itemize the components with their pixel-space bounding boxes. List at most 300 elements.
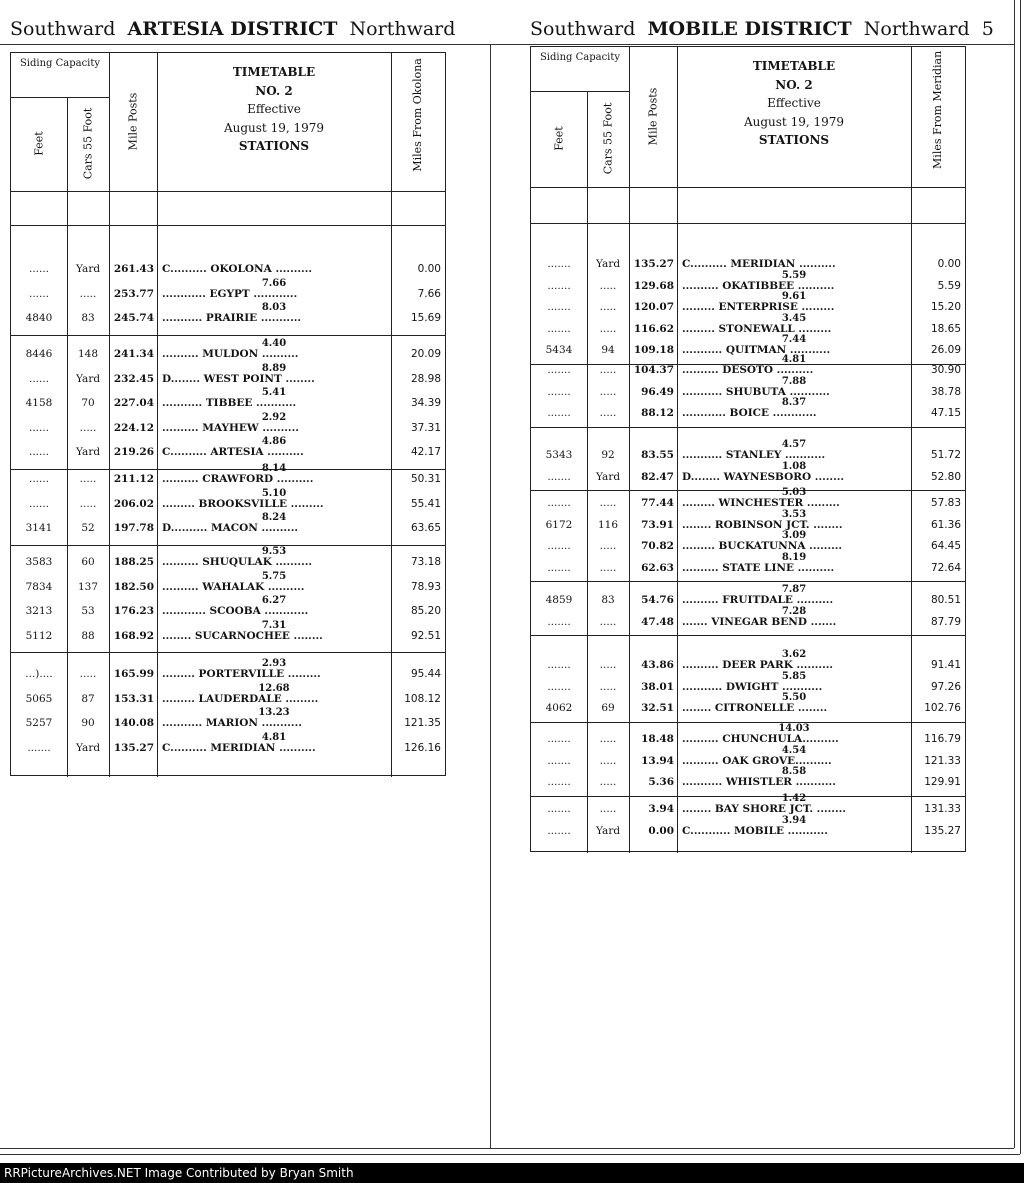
mile-post: 176.23 [113, 605, 154, 617]
siding-feet: 3141 [25, 522, 53, 534]
siding-feet: ....... [547, 497, 571, 509]
miles-from: 51.72 [930, 449, 961, 461]
siding-cars: 87 [81, 692, 95, 705]
distance-label: 3.09 [781, 530, 807, 541]
miles-from: 42.17 [410, 446, 441, 458]
siding-cars: Yard [595, 824, 621, 837]
right-district-header [530, 18, 994, 40]
miles-from: 55.41 [410, 497, 441, 510]
station-row [11, 498, 445, 512]
tt-line: NO. 2 [775, 77, 813, 92]
distance-label: 4.54 [781, 744, 807, 756]
mile-post: 83.55 [641, 449, 674, 461]
station-row [11, 717, 445, 731]
siding-cars: 53 [81, 605, 95, 617]
siding-feet: 5257 [25, 717, 53, 729]
distance-label: 7.31 [261, 619, 287, 631]
station-name: ............ SCOOBA ............ [162, 605, 309, 617]
siding-cars: Yard [75, 263, 101, 275]
siding-capacity-label: Siding Capacity [19, 58, 101, 69]
siding-feet: ...... [28, 263, 50, 275]
siding-feet: 4062 [545, 702, 573, 714]
miles-from: 129.91 [924, 776, 961, 788]
siding-cars: ..... [79, 668, 97, 680]
miles-from: 28.98 [410, 372, 441, 385]
mileposts-label: Mile Posts [126, 92, 140, 151]
station-name: D.......... MACON .......... [162, 522, 299, 534]
siding-feet: 3583 [25, 556, 53, 568]
siding-feet: ....... [547, 407, 571, 419]
siding-feet: ....... [547, 364, 571, 376]
right-northward: Northward [863, 18, 970, 40]
stations-heading [677, 57, 911, 150]
siding-feet: ....... [547, 279, 571, 292]
mile-post: 219.26 [113, 446, 154, 458]
bottom-rule-outer [0, 1154, 1020, 1155]
siding-feet: 5434 [545, 344, 573, 356]
siding-feet: ...... [28, 421, 50, 434]
distance-label: 5.03 [781, 487, 807, 498]
siding-feet: ....... [547, 258, 571, 270]
mile-post: 109.18 [633, 344, 674, 356]
distance-label: 5.50 [781, 692, 807, 703]
miles-from: 37.31 [410, 421, 441, 434]
station-name: .......... STATE LINE .......... [682, 561, 835, 574]
miles-from: 80.51 [930, 594, 961, 606]
station-name: ....... VINEGAR BEND ....... [682, 615, 837, 628]
mile-post: 168.92 [113, 629, 154, 642]
cars-label: Cars 55 Foot [81, 107, 95, 180]
station-name: C.......... MERIDIAN .......... [682, 258, 836, 270]
siding-cars: ..... [599, 803, 617, 815]
siding-feet: ...... [28, 446, 50, 458]
tt-line: NO. 2 [255, 83, 293, 98]
siding-feet: ....... [547, 754, 571, 767]
station-name: ........... DWIGHT ........... [682, 680, 823, 693]
siding-cars: 70 [81, 397, 95, 409]
siding-cars: ..... [599, 385, 617, 398]
feet-label: Feet [552, 126, 566, 151]
siding-feet: 4859 [545, 594, 573, 606]
siding-feet: ...).... [25, 668, 53, 680]
page-number: 5 [981, 18, 994, 40]
miles-from: 50.31 [410, 473, 441, 485]
siding-cars: ..... [599, 540, 617, 552]
siding-cars: ..... [599, 364, 617, 376]
station-name: ........... TIBBEE ........... [162, 397, 297, 409]
miles-from: 116.79 [924, 733, 961, 745]
station-name: ........... WHISTLER ........... [682, 776, 836, 788]
siding-cars: 148 [77, 348, 99, 360]
mile-post: 211.12 [113, 473, 154, 485]
tt-line: STATIONS [758, 133, 830, 148]
miles-from: 0.00 [417, 263, 441, 275]
siding-cars: ..... [599, 407, 617, 419]
siding-cars: ..... [599, 680, 617, 693]
siding-cars: 52 [81, 522, 95, 534]
miles-from: 34.39 [410, 397, 441, 409]
mile-post: 13.94 [641, 754, 674, 767]
mile-post: 182.50 [113, 580, 154, 593]
mile-post: 153.31 [113, 692, 154, 705]
station-row [531, 702, 965, 716]
siding-feet: ....... [27, 741, 51, 754]
distance-label: 3.62 [781, 649, 807, 660]
group-rule [531, 427, 965, 428]
siding-cars: 83 [601, 594, 615, 606]
siding-cars: 88 [81, 629, 95, 642]
siding-cars: ..... [599, 733, 617, 745]
siding-feet: 8446 [25, 348, 53, 360]
station-row [11, 668, 445, 682]
mile-post: 96.49 [641, 385, 674, 398]
distance-label: 3.53 [781, 508, 807, 520]
station-name: ........ SUCARNOCHEE ........ [162, 629, 323, 642]
miles-from: 20.09 [410, 348, 441, 360]
mile-post: 224.12 [113, 421, 154, 434]
miles-from: 102.76 [924, 702, 961, 714]
mile-post: 62.63 [641, 561, 674, 574]
mile-post: 47.48 [641, 615, 674, 628]
station-row [11, 630, 445, 644]
station-name: .......... DEER PARK .......... [682, 659, 834, 671]
siding-feet: 6172 [545, 518, 573, 531]
station-row [11, 605, 445, 619]
siding-cars: ..... [599, 615, 617, 628]
siding-feet: 3213 [25, 605, 53, 617]
distance-label: 5.59 [781, 269, 807, 281]
station-name: ........... STANLEY ........... [682, 449, 826, 461]
station-name: ......... ENTERPRISE ......... [682, 301, 835, 313]
left-district-title: ARTESIA DISTRICT [127, 18, 338, 40]
mile-post: 116.62 [633, 322, 674, 335]
station-row [531, 471, 965, 485]
mileposts-label: Mile Posts [646, 87, 660, 146]
siding-cars: ..... [79, 473, 97, 485]
miles-from-label: Miles From Okolona [411, 58, 425, 172]
station-name: .......... OAK GROVE.......... [682, 754, 832, 767]
mile-post: 82.47 [641, 470, 674, 483]
miles-from: 95.44 [410, 668, 441, 680]
siding-feet: 4158 [25, 397, 53, 409]
image-credit: RRPictureArchives.NET Image Contributed by Bryan Smith [0, 1163, 1024, 1183]
mile-post: 245.74 [113, 312, 154, 324]
distance-label: 7.28 [781, 605, 807, 617]
station-name: .......... WAHALAK .......... [162, 580, 305, 593]
distance-label: 5.85 [781, 670, 807, 682]
station-name: ........ BAY SHORE JCT. ........ [682, 803, 846, 815]
siding-cars: ..... [599, 754, 617, 767]
group-rule [531, 581, 965, 582]
siding-cars: 60 [81, 556, 95, 568]
distance-label: 3.45 [781, 312, 807, 324]
tt-line: TIMETABLE [232, 65, 316, 79]
station-name: .......... OKATIBBEE .......... [682, 279, 835, 292]
station-name: ........... SHUBUTA ........... [682, 385, 830, 398]
miles-from: 15.20 [930, 301, 961, 313]
siding-feet: ....... [547, 659, 571, 671]
siding-feet: ....... [547, 615, 571, 628]
station-name: ........ ROBINSON JCT. ........ [682, 518, 843, 531]
station-name: ......... BUCKATUNNA ......... [682, 540, 843, 552]
miles-from-label: Miles From Meridian [931, 50, 945, 169]
mile-post: 232.45 [113, 372, 154, 385]
station-name: C.......... MERIDIAN .......... [162, 741, 316, 754]
blank-row-rule [531, 223, 965, 224]
distance-label: 8.14 [261, 463, 287, 474]
right-southward: Southward [530, 18, 636, 40]
distance-label: 7.44 [781, 334, 807, 345]
siding-cars: 69 [601, 702, 615, 714]
mile-post: 104.37 [633, 364, 674, 376]
station-name: .......... CRAWFORD .......... [162, 473, 314, 485]
mile-post: 129.68 [633, 279, 674, 292]
station-row [11, 556, 445, 570]
distance-label: 5.41 [261, 387, 287, 398]
distance-label: 4.57 [781, 439, 807, 450]
station-row [531, 616, 965, 630]
station-row [11, 288, 445, 302]
cars-label: Cars 55 Foot [601, 102, 615, 175]
siding-feet: 5343 [545, 449, 573, 461]
mile-post: 188.25 [113, 556, 154, 568]
station-row [11, 742, 445, 756]
distance-label: 5.10 [261, 487, 287, 499]
siding-feet: ...... [28, 287, 50, 300]
siding-feet: ....... [547, 322, 571, 335]
miles-from: 131.33 [924, 803, 961, 815]
distance-label: 5.75 [261, 570, 287, 582]
station-name: ........ CITRONELLE ........ [682, 702, 828, 714]
siding-cars: 83 [81, 312, 95, 324]
siding-feet: ....... [547, 301, 571, 313]
miles-from: 85.20 [410, 605, 441, 617]
right-district-title: MOBILE DISTRICT [647, 18, 852, 40]
distance-label: 8.89 [261, 362, 287, 374]
siding-feet: 5112 [25, 629, 53, 642]
right-rule [1014, 0, 1015, 1148]
distance-label: 14.03 [778, 723, 810, 734]
station-row [11, 373, 445, 387]
siding-cars: 137 [77, 580, 99, 593]
station-row [11, 581, 445, 595]
miles-from: 121.33 [924, 754, 961, 767]
siding-cars: 92 [601, 449, 615, 461]
station-row [11, 263, 445, 277]
miles-from: 92.51 [410, 629, 441, 642]
feet-label: Feet [32, 131, 46, 156]
station-name: .......... CHUNCHULA.......... [682, 733, 839, 745]
siding-feet: 5065 [25, 692, 53, 705]
tt-line: August 19, 1979 [743, 114, 845, 129]
station-name: C.......... ARTESIA .......... [162, 446, 304, 458]
miles-from: 18.65 [930, 322, 961, 335]
siding-feet: ....... [547, 540, 571, 552]
miles-from: 30.90 [930, 364, 961, 376]
station-row [11, 397, 445, 411]
miles-from: 97.26 [930, 680, 961, 693]
miles-from: 126.16 [404, 741, 441, 754]
station-name: C........... MOBILE ........... [682, 824, 828, 837]
tt-line: Effective [247, 102, 301, 117]
siding-feet: ....... [547, 733, 571, 745]
group-rule [11, 335, 445, 336]
station-name: ........... QUITMAN ........... [682, 344, 831, 356]
station-name: ........... MARION ........... [162, 717, 302, 729]
station-name: .......... FRUITDALE .......... [682, 594, 834, 606]
siding-feet: ....... [547, 680, 571, 693]
distance-label: 4.86 [261, 436, 287, 447]
miles-from: 52.80 [930, 470, 961, 483]
mile-post: 197.78 [113, 522, 154, 534]
distance-label: 4.40 [261, 338, 287, 349]
distance-label: 4.81 [261, 731, 287, 743]
distance-label: 13.23 [258, 707, 290, 718]
siding-feet: ....... [547, 824, 571, 837]
stations-heading [157, 63, 391, 156]
siding-cars: ..... [79, 287, 97, 300]
siding-feet: 7834 [25, 580, 53, 593]
mile-post: 241.34 [113, 348, 154, 360]
distance-label: 2.92 [261, 411, 287, 423]
distance-label: 4.81 [781, 354, 807, 365]
mile-post: 88.12 [641, 407, 674, 419]
station-row [531, 825, 965, 839]
distance-label: 3.94 [781, 814, 807, 826]
station-name: ............ BOICE ............ [682, 407, 817, 419]
distance-label: 1.42 [781, 793, 807, 804]
siding-cars: Yard [595, 258, 621, 270]
tt-line: STATIONS [238, 139, 310, 154]
siding-cars: ..... [599, 776, 617, 788]
station-name: D........ WEST POINT ........ [162, 372, 315, 385]
station-name: ......... PORTERVILLE ......... [162, 668, 321, 680]
station-row [531, 562, 965, 576]
siding-feet: ...... [28, 372, 50, 385]
station-name: .......... MAYHEW .......... [162, 421, 299, 434]
mile-post: 135.27 [113, 741, 154, 754]
miles-from: 26.09 [930, 344, 961, 356]
group-rule [531, 635, 965, 636]
miles-from: 87.79 [930, 615, 961, 628]
mile-post: 135.27 [633, 258, 674, 270]
distance-label: 12.68 [258, 682, 290, 694]
station-row [11, 348, 445, 362]
mile-post: 261.43 [113, 263, 154, 275]
mile-post: 206.02 [113, 497, 154, 510]
siding-feet: ...... [28, 473, 50, 485]
station-name: ............ EGYPT ............ [162, 287, 298, 300]
station-row [11, 473, 445, 487]
mile-post: 5.36 [648, 776, 674, 788]
miles-from: 7.66 [417, 287, 441, 300]
siding-cars: ..... [599, 279, 617, 292]
mile-post: 18.48 [641, 733, 674, 745]
miles-from: 64.45 [930, 540, 961, 552]
tt-line: TIMETABLE [752, 59, 836, 73]
siding-feet: ....... [547, 385, 571, 398]
distance-label: 9.61 [781, 291, 807, 302]
distance-label: 8.19 [781, 551, 807, 563]
distance-label: 7.66 [261, 277, 287, 289]
siding-cars: ..... [599, 497, 617, 509]
station-row [11, 422, 445, 436]
station-name: ......... LAUDERDALE ......... [162, 692, 319, 705]
distance-label: 6.27 [261, 595, 287, 606]
station-row [531, 407, 965, 421]
station-row [531, 776, 965, 790]
distance-label: 2.93 [261, 658, 287, 669]
siding-cars: ..... [599, 322, 617, 335]
miles-from: 61.36 [930, 518, 961, 531]
siding-feet: ....... [547, 470, 571, 483]
mile-post: 253.77 [113, 287, 154, 300]
siding-cars: 94 [601, 344, 615, 356]
siding-feet: ...... [28, 497, 50, 510]
mile-post: 140.08 [113, 717, 154, 729]
mobile-timetable [530, 46, 966, 852]
station-row [11, 693, 445, 707]
mile-post: 77.44 [641, 497, 674, 509]
left-southward: Southward [10, 18, 116, 40]
siding-capacity-label: Siding Capacity [539, 52, 621, 63]
group-rule [11, 652, 445, 653]
miles-from: 5.59 [937, 279, 961, 292]
siding-cars: ..... [599, 561, 617, 574]
station-row [11, 312, 445, 326]
tt-line: Effective [767, 96, 821, 111]
siding-feet: ....... [547, 561, 571, 574]
miles-from: 15.69 [410, 312, 441, 324]
station-name: ........... PRAIRIE ........... [162, 312, 302, 324]
bottom-rule [0, 1148, 1014, 1149]
station-name: .......... MULDON .......... [162, 348, 299, 360]
mile-post: 73.91 [641, 518, 674, 531]
blank-row-rule [11, 225, 445, 226]
siding-feet: 4840 [25, 312, 53, 324]
miles-from: 121.35 [404, 717, 441, 729]
miles-from: 0.00 [937, 258, 961, 270]
mile-post: 165.99 [113, 668, 154, 680]
artesia-timetable [10, 52, 446, 776]
header-rule [11, 191, 445, 192]
siding-cars: Yard [595, 470, 621, 483]
station-name: .......... DESOTO .......... [682, 364, 814, 376]
left-district-header [10, 18, 455, 40]
station-name: D........ WAYNESBORO ........ [682, 470, 845, 483]
siding-feet: ....... [547, 776, 571, 788]
miles-from: 73.18 [410, 556, 441, 568]
miles-from: 108.12 [404, 692, 441, 705]
siding-cars: 116 [597, 518, 619, 531]
miles-from: 78.93 [410, 580, 441, 593]
siding-cars: ..... [79, 497, 97, 510]
station-name: ......... WINCHESTER ......... [682, 497, 840, 509]
mile-post: 0.00 [648, 824, 674, 837]
mile-post: 70.82 [641, 540, 674, 552]
tt-line: August 19, 1979 [223, 120, 325, 135]
station-name: ......... STONEWALL ......... [682, 322, 832, 335]
distance-label: 8.03 [261, 302, 287, 313]
station-name: C.......... OKOLONA .......... [162, 263, 313, 275]
siding-cars: Yard [75, 372, 101, 385]
miles-from: 91.41 [930, 659, 961, 671]
mile-post: 3.94 [648, 803, 674, 815]
siding-feet: ....... [547, 803, 571, 815]
distance-label: 8.58 [781, 766, 807, 777]
header-rule [531, 187, 965, 188]
mile-post: 32.51 [641, 702, 674, 714]
